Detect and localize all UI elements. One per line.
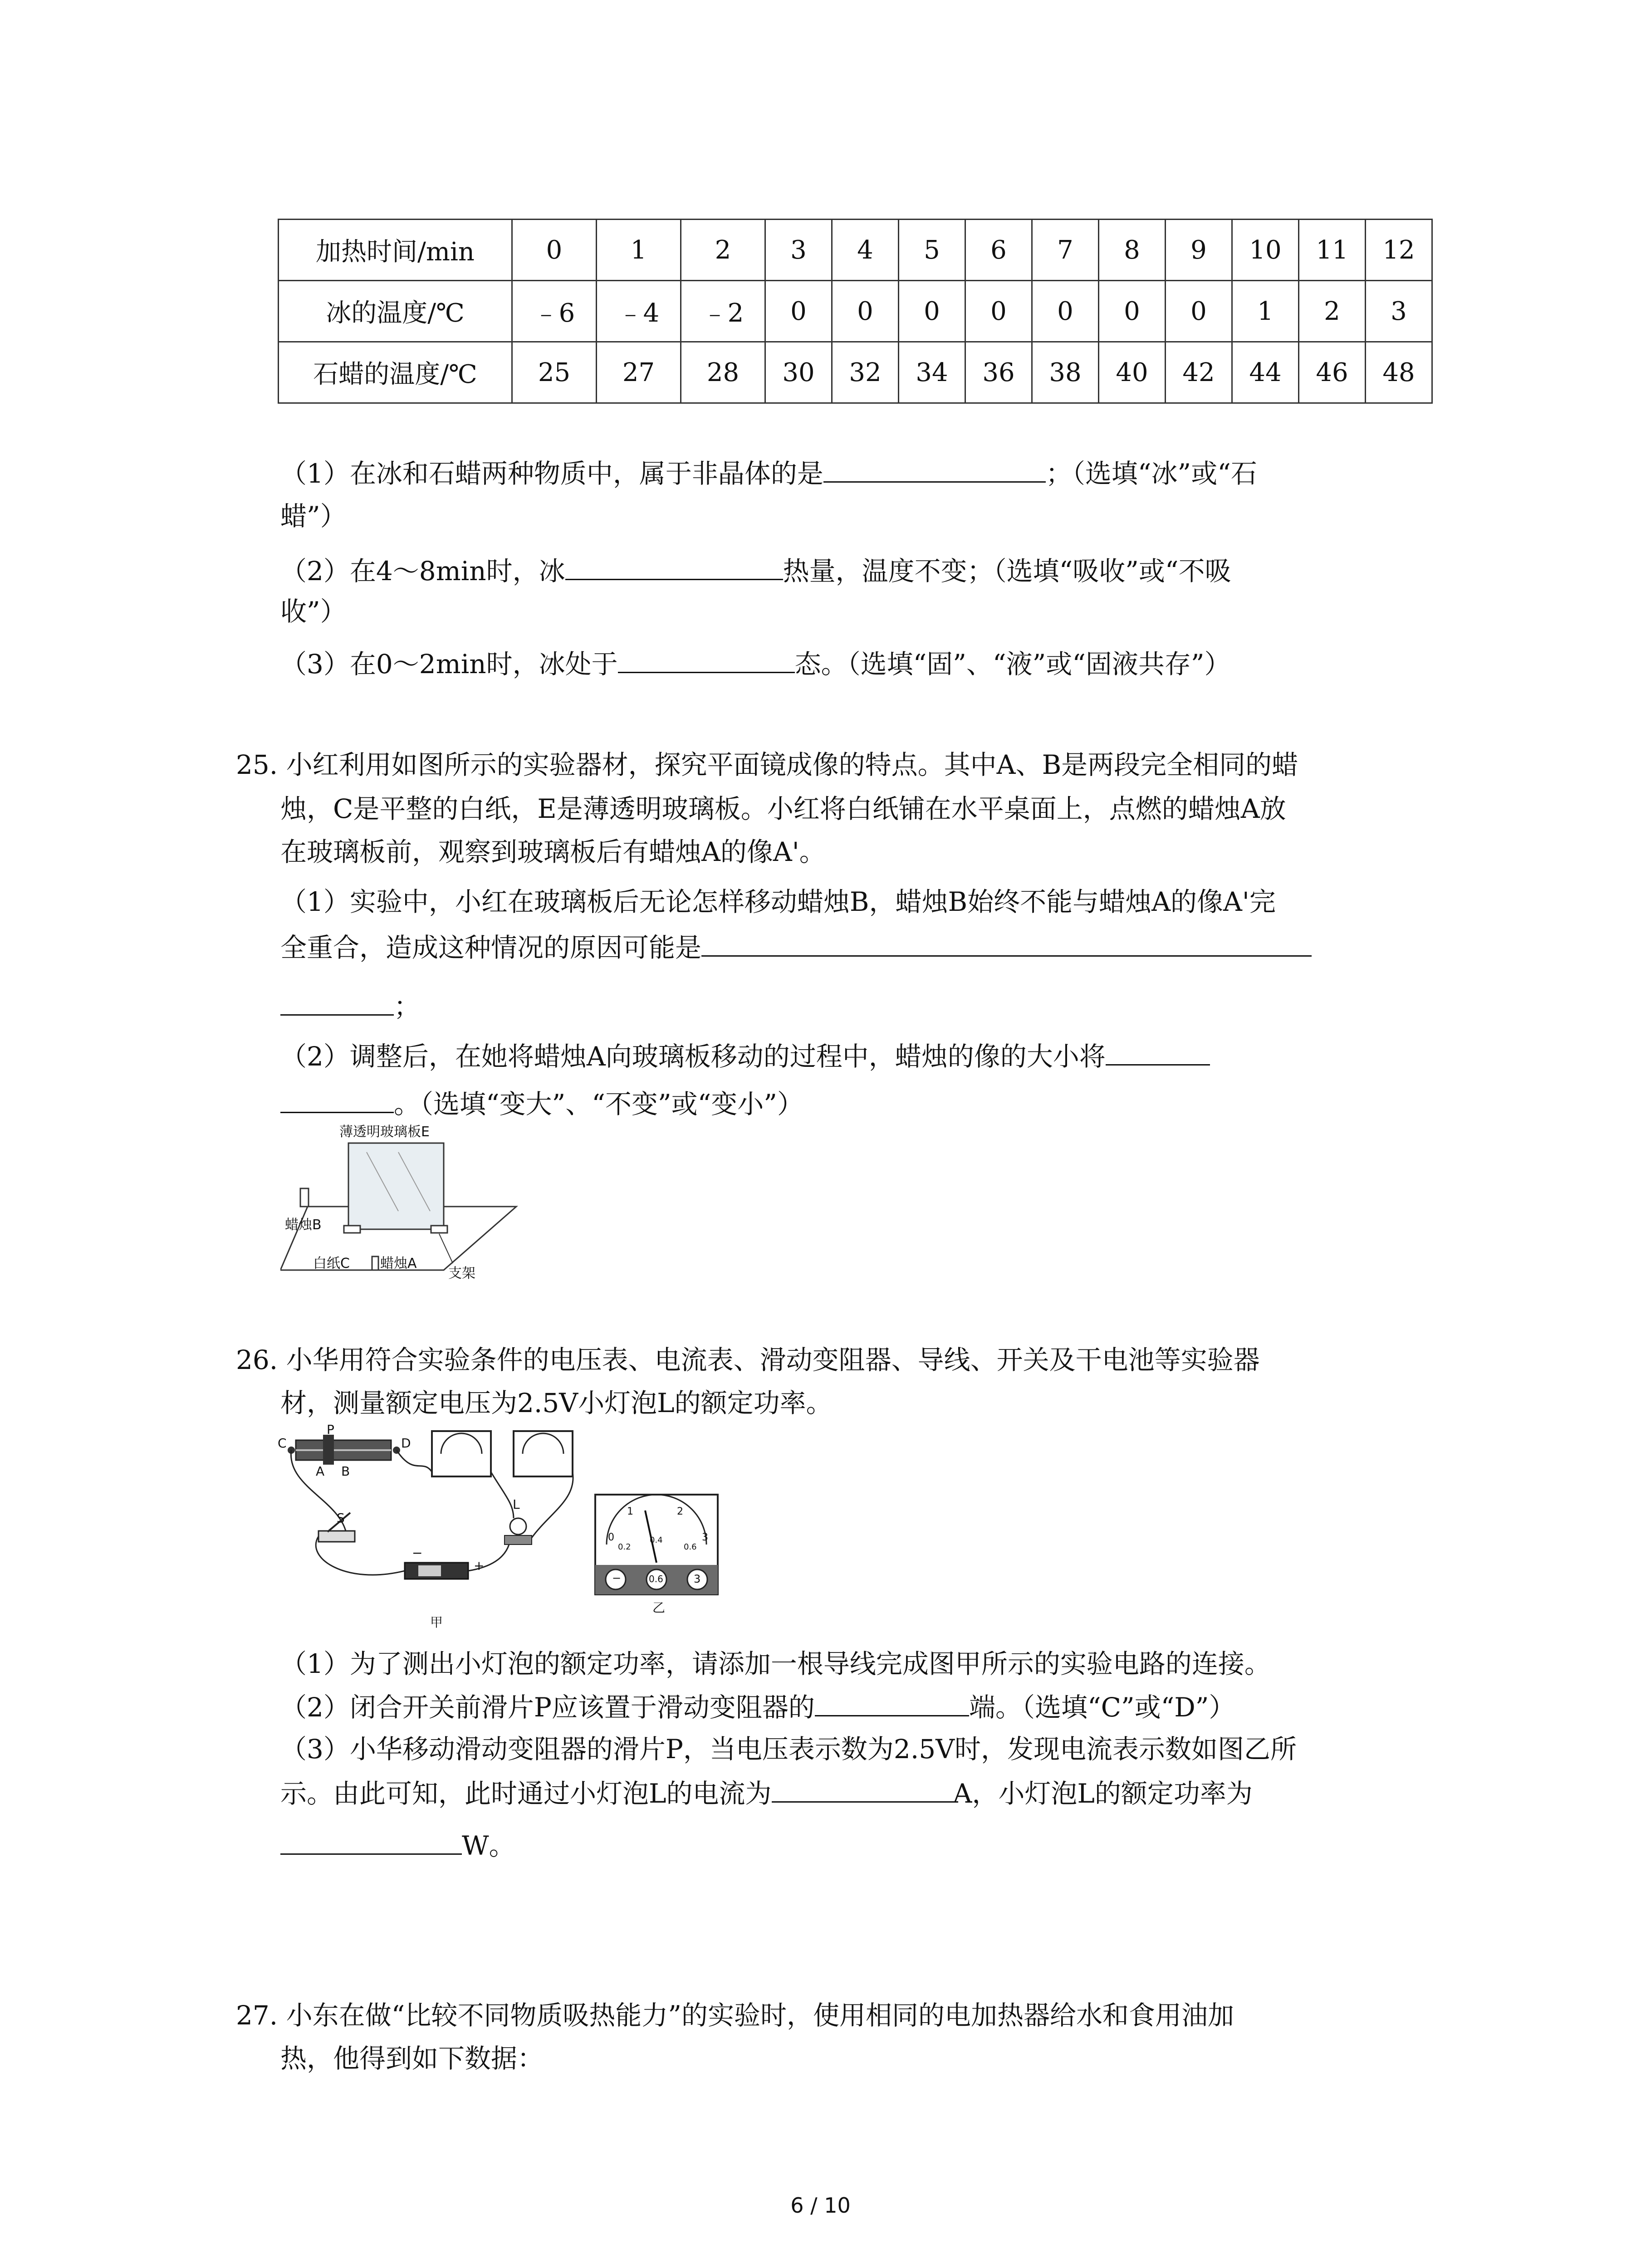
table-cell: 3 xyxy=(765,220,832,281)
q25-stem-line3: 在玻璃板前，观察到玻璃板后有蜡烛A的像A'。 xyxy=(280,836,826,867)
ammeter-scale-3: 3 xyxy=(702,1532,708,1543)
table-cell: 4 xyxy=(832,220,899,281)
ammeter-scale-0: 0 xyxy=(608,1532,614,1543)
q25-part1-line3: ； xyxy=(280,989,420,1024)
q25-answer-blank-1b[interactable] xyxy=(280,989,394,1016)
q26-part2: （2）闭合开关前滑片P应该置于滑动变阻器的 端。（选填“C”或“D”） xyxy=(280,1690,1235,1725)
q26-part3-line2: 示。由此可知，此时通过小灯泡L的电流为 A，小灯泡L的额定功率为 xyxy=(280,1776,1253,1811)
terminal-a-label: A xyxy=(316,1464,325,1479)
q25-part2-line1: （2）调整后，在她将蜡烛A向玻璃板移动的过程中，蜡烛的像的大小将 xyxy=(280,1039,1210,1074)
q25-answer-blank-2b[interactable] xyxy=(280,1086,394,1113)
candle-b-label: 蜡烛B xyxy=(285,1217,322,1233)
table-row-wax xyxy=(279,342,1432,403)
figure-jia-label: 甲 xyxy=(430,1615,443,1630)
table-cell: 1 xyxy=(1232,281,1299,342)
ammeter-scale-2: 2 xyxy=(677,1506,683,1517)
battery-minus-label: − xyxy=(412,1545,423,1560)
q26-part3-line1: （3）小华移动滑动变阻器的滑片P，当电压表示数为2.5V时，发现电流表示数如图乙所 xyxy=(280,1734,1297,1765)
table-cell: 25 xyxy=(512,342,597,403)
q26-part1: （1）为了测出小灯泡的额定功率，请添加一根导线完成图甲所示的实验电路的连接。 xyxy=(280,1648,1271,1679)
q26-part3-line3: W。 xyxy=(280,1828,515,1863)
q24-answer-blank-2[interactable] xyxy=(565,553,783,580)
terminal-d-label: D xyxy=(401,1436,411,1451)
table-cell: 0 xyxy=(1099,281,1166,342)
table-cell: 0 xyxy=(1032,281,1099,342)
table-cell: 12 xyxy=(1366,220,1432,281)
table-cell: 9 xyxy=(1166,220,1232,281)
terminal-b-label: B xyxy=(341,1464,350,1479)
ammeter-terminal-06: 0.6 xyxy=(649,1574,663,1584)
q24-part1-line1: （1）在冰和石蜡两种物质中，属于非晶体的是 ；（选填“冰”或“石 xyxy=(280,456,1257,491)
table-cell: 0 xyxy=(965,281,1032,342)
q26-answer-blank-3b[interactable] xyxy=(280,1828,462,1855)
table-cell: 28 xyxy=(681,342,765,403)
table-cell: 5 xyxy=(899,220,965,281)
table-cell: 48 xyxy=(1366,342,1432,403)
mirror-experiment-figure xyxy=(280,1120,534,1288)
page-number: 6 / 10 xyxy=(790,2193,851,2218)
q24-part2-line2: 收”） xyxy=(280,596,347,627)
table-cell: 0 xyxy=(899,281,965,342)
ammeter-scale-1: 1 xyxy=(627,1506,633,1517)
glass-plate-label: 薄透明玻璃板E xyxy=(339,1124,430,1140)
q25-part2-line2: 。（选填“变大”、“不变”或“变小”） xyxy=(280,1086,803,1121)
table-cell: 2 xyxy=(1299,281,1366,342)
q26-answer-blank-2[interactable] xyxy=(815,1690,969,1716)
table-cell: 8 xyxy=(1099,220,1166,281)
q26-answer-blank-3a[interactable] xyxy=(772,1776,953,1803)
table-cell: ﹣4 xyxy=(597,281,681,342)
table-cell: 36 xyxy=(965,342,1032,403)
table-cell: 32 xyxy=(832,342,899,403)
ammeter-subscale-02: 0.2 xyxy=(618,1542,631,1552)
q26-stem-line2: 材，测量额定电压为2.5V小灯泡L的额定功率。 xyxy=(280,1388,833,1418)
table-cell: ﹣2 xyxy=(681,281,765,342)
table-cell: 40 xyxy=(1099,342,1166,403)
table-cell: 44 xyxy=(1232,342,1299,403)
table-header-wax: 石蜡的温度/℃ xyxy=(279,342,512,403)
q24-answer-blank-1[interactable] xyxy=(823,456,1046,483)
q25-stem-line1: 25. 小红利用如图所示的实验器材，探究平面镜成像的特点。其中A、B是两段完全相同的蜡 xyxy=(236,749,1298,780)
stand-label: 支架 xyxy=(448,1266,475,1281)
q25-answer-blank-2a[interactable] xyxy=(1106,1039,1210,1066)
table-header-ice: 冰的温度/℃ xyxy=(279,281,512,342)
q25-stem-line2: 烛，C是平整的白纸，E是薄透明玻璃板。小红将白纸铺在水平桌面上，点燃的蜡烛A放 xyxy=(280,793,1286,824)
table-cell: 6 xyxy=(965,220,1032,281)
table-cell: 0 xyxy=(832,281,899,342)
q27-stem-line1: 27. 小东在做“比较不同物质吸热能力”的实验时，使用相同的电加热器给水和食用油加 xyxy=(236,2000,1234,2031)
q24-part1-line2: 蜡”） xyxy=(280,501,347,532)
ammeter-terminal-3: 3 xyxy=(694,1573,701,1585)
circuit-figure xyxy=(278,1422,731,1635)
white-paper-label: 白纸C xyxy=(313,1256,350,1271)
q24-answer-blank-3[interactable] xyxy=(618,646,795,673)
table-cell: 27 xyxy=(597,342,681,403)
table-cell: 11 xyxy=(1299,220,1366,281)
figure-yi-label: 乙 xyxy=(652,1600,666,1615)
table-cell: 7 xyxy=(1032,220,1099,281)
table-header-time: 加热时间/min xyxy=(279,220,512,281)
table-cell: 38 xyxy=(1032,342,1099,403)
switch-s-label: S xyxy=(337,1510,345,1525)
ammeter-subscale-04: 0.4 xyxy=(650,1535,663,1545)
lamp-l-label: L xyxy=(513,1497,520,1512)
table-cell: 0 xyxy=(512,220,597,281)
table-row-time xyxy=(279,220,1432,281)
q27-stem-line2: 热，他得到如下数据： xyxy=(280,2043,544,2074)
temperature-table xyxy=(278,219,1433,404)
table-cell: 46 xyxy=(1299,342,1366,403)
table-cell: 2 xyxy=(681,220,765,281)
table-cell: ﹣6 xyxy=(512,281,597,342)
q24-part2-line1: （2）在4～8min时，冰 热量，温度不变；（选填“吸收”或“不吸 xyxy=(280,553,1231,588)
table-cell: 10 xyxy=(1232,220,1299,281)
candle-a-label: 蜡烛A xyxy=(380,1256,417,1271)
q25-part1-line2: 全重合，造成这种情况的原因可能是 xyxy=(280,930,1312,965)
q25-part1-line1: （1）实验中，小红在玻璃板后无论怎样移动蜡烛B，蜡烛B始终不能与蜡烛A的像A'完 xyxy=(280,886,1276,917)
table-cell: 0 xyxy=(1166,281,1232,342)
table-row-ice xyxy=(279,281,1432,342)
ammeter-terminal-minus: − xyxy=(612,1572,622,1584)
battery-plus-label: + xyxy=(474,1558,485,1573)
q26-stem-line1: 26. 小华用符合实验条件的电压表、电流表、滑动变阻器、导线、开关及干电池等实验器 xyxy=(236,1344,1260,1375)
table-cell: 30 xyxy=(765,342,832,403)
ammeter-subscale-06: 0.6 xyxy=(684,1542,697,1552)
q25-answer-blank-1a[interactable] xyxy=(701,930,1312,957)
table-cell: 42 xyxy=(1166,342,1232,403)
slider-p-label: P xyxy=(327,1422,334,1437)
terminal-c-label: C xyxy=(278,1436,287,1451)
table-cell: 34 xyxy=(899,342,965,403)
table-cell: 3 xyxy=(1366,281,1432,342)
table-cell: 1 xyxy=(597,220,681,281)
q24-part3-line: （3）在0～2min时，冰处于 态。（选填“固”、“液”或“固液共存”） xyxy=(280,646,1231,681)
table-cell: 0 xyxy=(765,281,832,342)
